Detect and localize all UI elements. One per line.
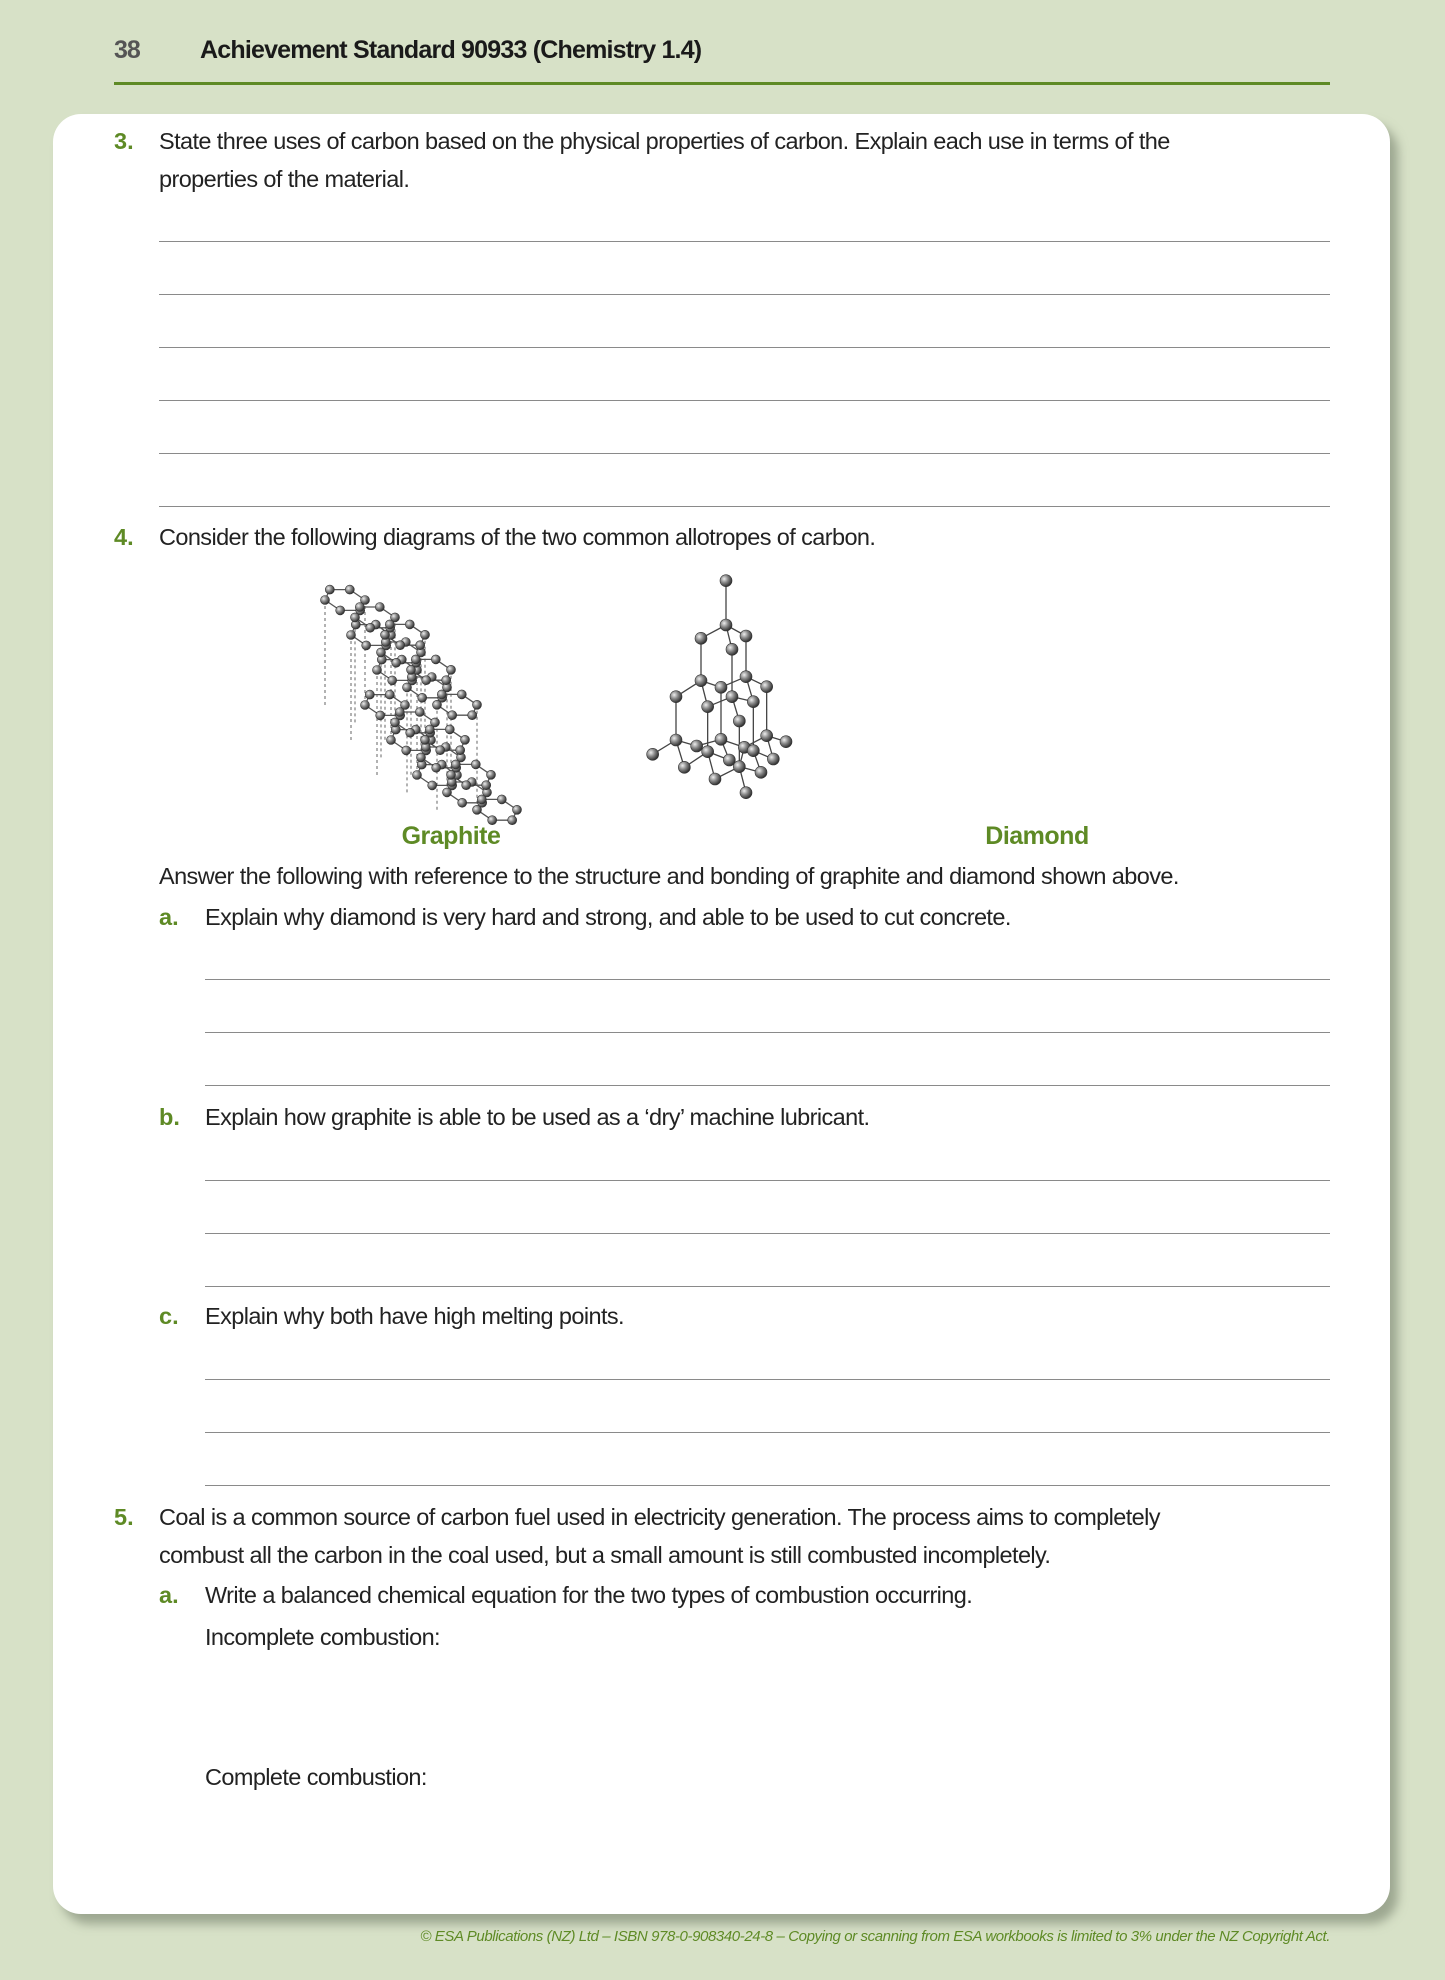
carbon-atom	[715, 681, 727, 693]
carbon-atom	[647, 748, 659, 760]
carbon-atom	[695, 675, 707, 687]
q4a-answer-line[interactable]	[205, 1085, 1330, 1086]
q4a-text: Explain why diamond is very hard and strong, and able to be used to cut concrete.	[205, 904, 1011, 930]
carbon-atom	[726, 643, 738, 655]
q5-text-line2: combust all the carbon in the coal used, but a small amount is still combusted incompletely.	[159, 1542, 1051, 1568]
carbon-atom	[702, 701, 714, 713]
q3-text-line2: properties of the material.	[159, 166, 410, 192]
diamond-structure-diagram	[0, 0, 1445, 900]
carbon-atom	[733, 715, 745, 727]
carbon-atom	[670, 734, 682, 746]
carbon-atom	[761, 730, 773, 742]
q4c-answer-line[interactable]	[205, 1432, 1330, 1433]
diamond-label: Diamond	[985, 822, 1089, 850]
carbon-atom	[709, 773, 721, 785]
carbon-atom	[726, 691, 738, 703]
carbon-atom	[747, 745, 759, 757]
q4b-answer-line[interactable]	[205, 1286, 1330, 1287]
carbon-atom	[715, 733, 727, 745]
q4c-text: Explain why both have high melting points.	[205, 1303, 624, 1329]
copyright-footer: © ESA Publications (NZ) Ltd – ISBN 978-0-908340-24-8 – Copying or scanning from ESA workbooks is limited to 3% under the NZ Copyright Act.	[420, 1928, 1330, 1945]
carbon-atom	[723, 754, 735, 766]
q4b-letter: b.	[159, 1104, 180, 1130]
q5-number: 5.	[114, 1504, 134, 1530]
carbon-atom	[733, 761, 745, 773]
q4a-answer-line[interactable]	[205, 979, 1330, 980]
carbon-atom	[747, 696, 759, 708]
q4-instruction: Answer the following with reference to the structure and bonding of graphite and diamond shown above.	[159, 863, 1179, 889]
carbon-atom	[767, 753, 779, 765]
carbon-atom	[670, 691, 682, 703]
complete-combustion-label: Complete combustion:	[205, 1764, 427, 1790]
q5-text-line1: Coal is a common source of carbon fuel used in electricity generation. The process aims to completely	[159, 1504, 1160, 1530]
q4a-answer-line[interactable]	[205, 1032, 1330, 1033]
carbon-atom	[761, 681, 773, 693]
page-number: 38	[114, 36, 140, 64]
q3-number: 3.	[114, 128, 134, 154]
q4-text: Consider the following diagrams of the two common allotropes of carbon.	[159, 524, 876, 550]
page-title: Achievement Standard 90933 (Chemistry 1.4)	[200, 36, 702, 64]
graphite-label: Graphite	[401, 822, 501, 850]
q3-text-line1: State three uses of carbon based on the physical properties of carbon. Explain each use in terms of the	[159, 128, 1170, 154]
carbon-atom	[695, 632, 707, 644]
carbon-atom	[678, 761, 690, 773]
q4b-answer-line[interactable]	[205, 1233, 1330, 1234]
carbon-atom	[691, 740, 703, 752]
q4c-letter: c.	[159, 1303, 179, 1329]
q4c-answer-line[interactable]	[205, 1485, 1330, 1486]
carbon-atom	[740, 671, 752, 683]
q5a-letter: a.	[159, 1582, 179, 1608]
carbon-atom	[740, 630, 752, 642]
incomplete-combustion-label: Incomplete combustion:	[205, 1624, 440, 1650]
q4a-letter: a.	[159, 904, 179, 930]
q4b-text: Explain how graphite is able to be used as a ‘dry’ machine lubricant.	[205, 1104, 870, 1130]
carbon-atom	[755, 766, 767, 778]
carbon-atom	[702, 746, 714, 758]
q4b-answer-line[interactable]	[205, 1180, 1330, 1181]
q5a-text: Write a balanced chemical equation for the two types of combustion occurring.	[205, 1582, 973, 1608]
carbon-atom	[720, 619, 732, 631]
carbon-atom	[780, 736, 792, 748]
carbon-atom	[720, 575, 732, 587]
carbon-atom	[740, 787, 752, 799]
q4-number: 4.	[114, 524, 134, 550]
q4c-answer-line[interactable]	[205, 1379, 1330, 1380]
